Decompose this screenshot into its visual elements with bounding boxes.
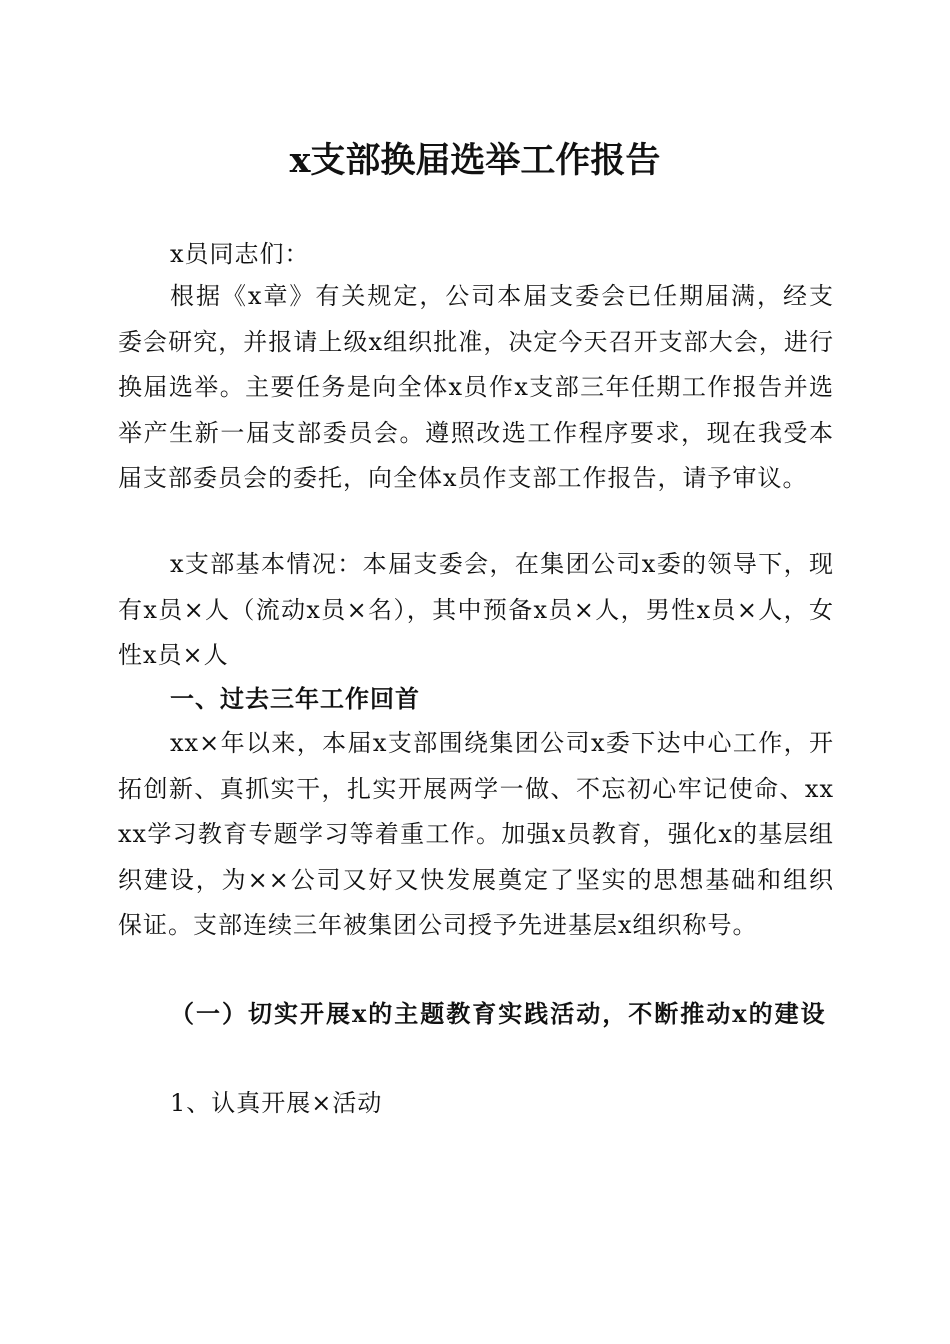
intro-paragraph-block <box>118 274 834 502</box>
basic-info-paragraph: x支部基本情况：本届支委会，在集团公司x委的领导下，现有x员×人（流动x员×名），其中预备x员×人，男性x员×人，女性x员×人 <box>118 550 834 669</box>
list-item-1: 1、认真开展×活动 <box>170 1089 383 1117</box>
intro-paragraph: 根据《x章》有关规定，公司本届支委会已任期届满，经支委会研究，并报请上级x组织批准，决定今天召开支部大会，进行换届选举。主要任务是向全体x员作x支部三年任期工作报告并选举产生新一届支部委员会。遵照改选工作程序要求，现在我受本届支部委员会的委托，向全体x员作支部工作报告，请予审议。 <box>118 282 834 492</box>
subsection-heading: （一）切实开展x的主题教育实践活动，不断推动x的建设 <box>170 999 827 1028</box>
salutation: x员同志们： <box>170 240 310 268</box>
document-title: x支部换届选举工作报告 <box>289 140 661 181</box>
review-paragraph: xx×年以来，本届x支部围绕集团公司x委下达中心工作，开拓创新、真抓实干，扎实开展两学一做、不忘初心牢记使命、xxxx学习教育专题学习等着重工作。加强x员教育，强化x的基层组织建设，为××公司又好又快发展奠定了坚实的思想基础和组织保证。支部连续三年被集团公司授予先进基层x组织称号。 <box>118 729 834 939</box>
review-paragraph-block <box>118 721 834 949</box>
section-heading-review: 一、过去三年工作回首 <box>170 685 420 713</box>
basic-info-paragraph-block <box>118 542 834 679</box>
